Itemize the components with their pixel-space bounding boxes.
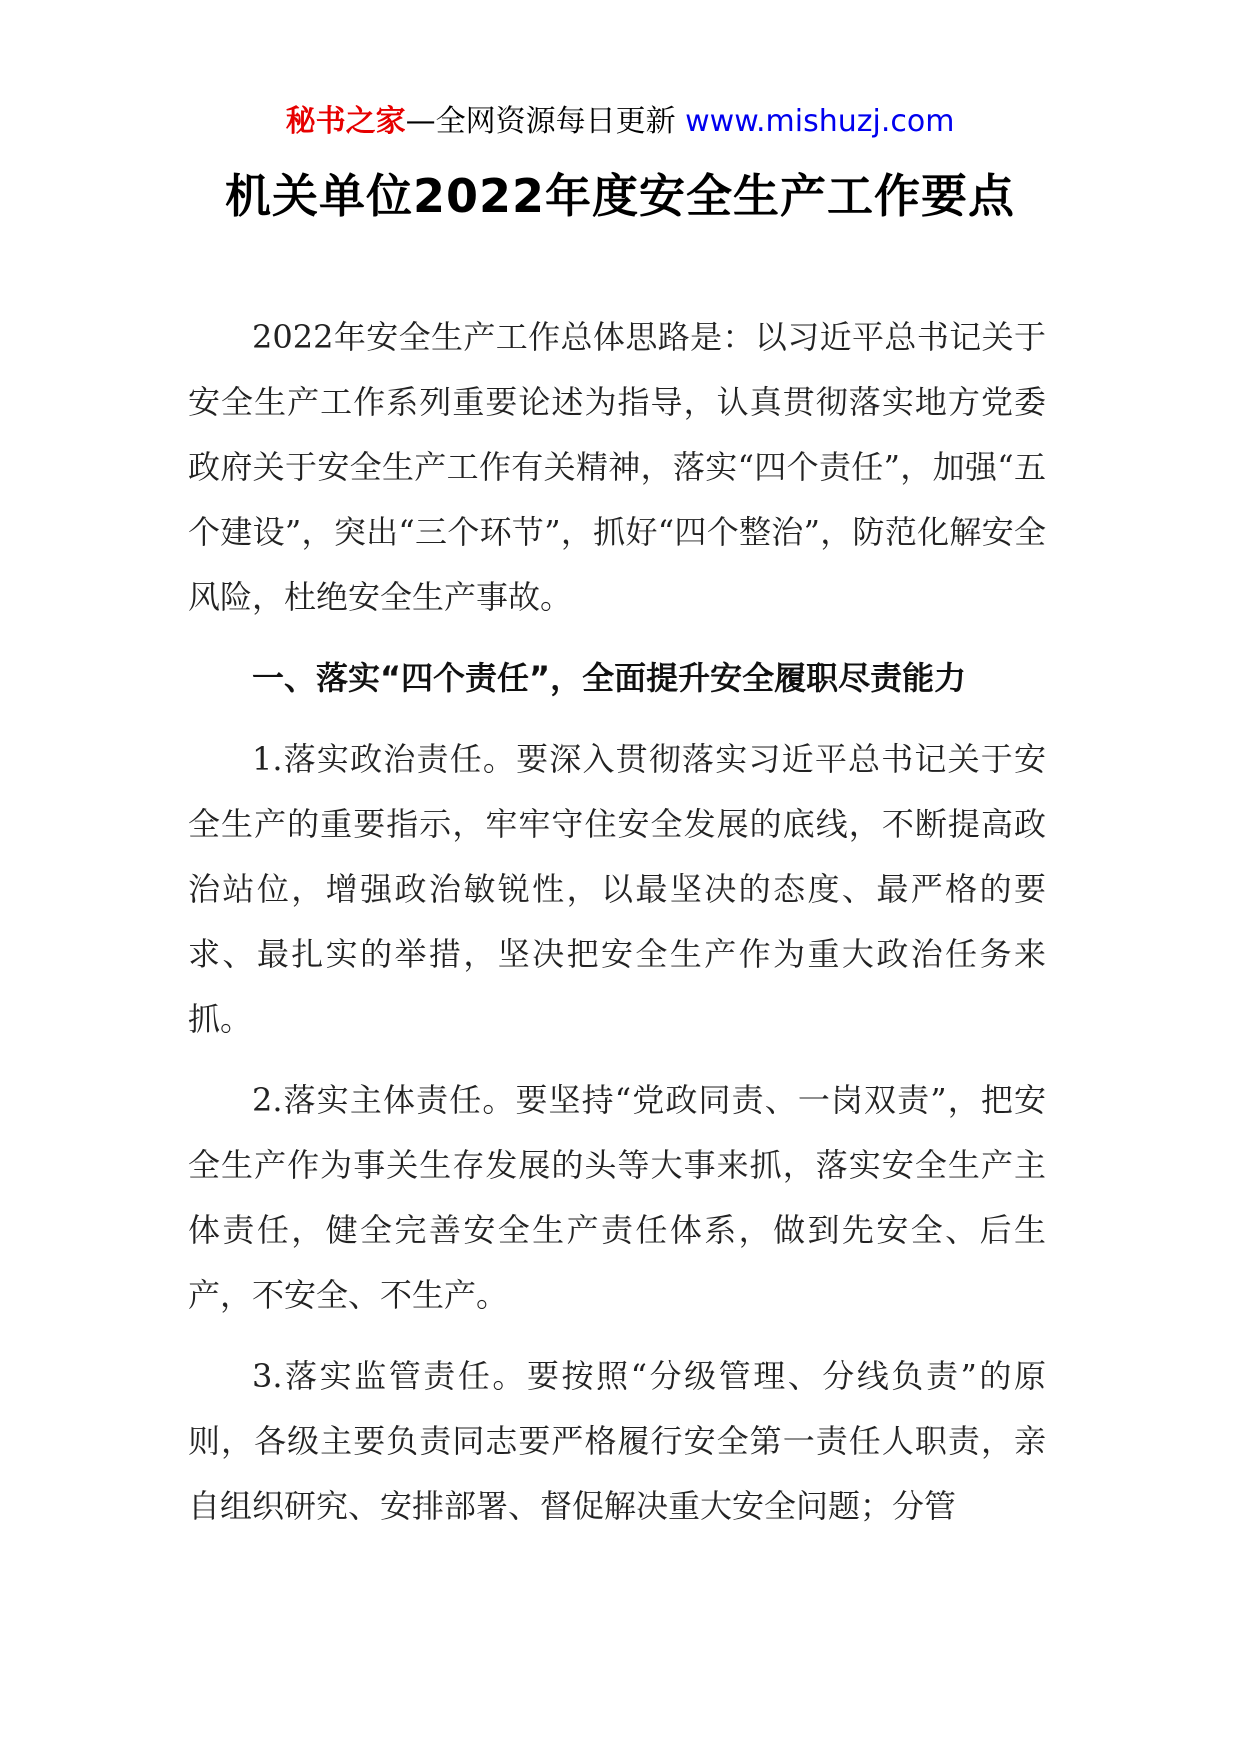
banner-url-link[interactable]: www.mishuzj.com <box>685 104 955 139</box>
item-paragraph-1: 1.落实政治责任。要深入贯彻落实习近平总书记关于安全生产的重要指示，牢牢守住安全发展的底线，不断提高政治站位，增强政治敏锐性，以最坚决的态度、最严格的要求、最扎实的举措，坚决把安全生产作为重大政治任务来抓。 <box>188 740 1046 1038</box>
document-title: 机关单位2022年度安全生产工作要点 <box>224 169 1016 223</box>
banner-slogan: —全网资源每日更新 <box>405 104 676 139</box>
item-paragraph-2: 2.落实主体责任。要坚持“党政同责、一岗双责”，把安全生产作为事关生存发展的头等大事来抓，落实安全生产主体责任，健全完善安全生产责任体系，做到先安全、后生产，不安全、不生产。 <box>188 1081 1046 1314</box>
banner-brand: 秘书之家 <box>285 104 406 139</box>
document-body <box>188 305 1046 1555</box>
section-heading-1: 一、落实“四个责任”，全面提升安全履职尽责能力 <box>252 659 967 697</box>
item-paragraph-3: 3.落实监管责任。要按照“分级管理、分线负责”的原则，各级主要负责同志要严格履行安全第一责任人职责，亲自组织研究、安排部署、督促解决重大安全问题；分管 <box>188 1357 1046 1525</box>
site-banner <box>0 100 1240 144</box>
intro-paragraph: 2022年安全生产工作总体思路是：以习近平总书记关于安全生产工作系列重要论述为指导，认真贯彻落实地方党委政府关于安全生产工作有关精神，落实“四个责任”，加强“五个建设”，突出“三个环节”，抓好“四个整治”，防范化解安全风险，杜绝安全生产事故。 <box>188 318 1046 616</box>
